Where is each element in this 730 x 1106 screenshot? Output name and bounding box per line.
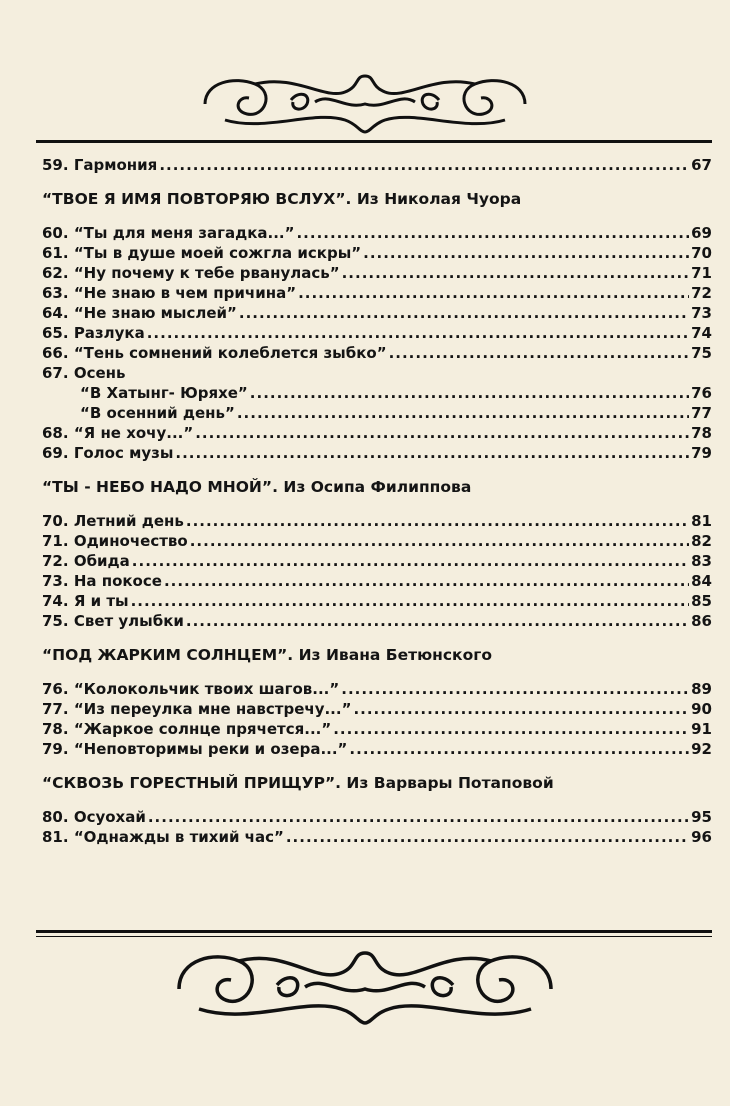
toc-entry (42, 323, 712, 343)
toc-entry (42, 807, 712, 827)
entry-page: 85 (691, 592, 712, 610)
entry-page: 73 (691, 304, 712, 322)
entry-number: 67. (42, 364, 69, 382)
dot-leader (195, 423, 689, 443)
entry-number: 81. (42, 828, 69, 846)
entry-number: 60. (42, 224, 69, 242)
top-ornament (0, 70, 730, 138)
entry-number: 68. (42, 424, 69, 442)
top-rule (36, 140, 712, 143)
dot-leader (147, 323, 689, 343)
entry-page: 79 (691, 444, 712, 462)
dot-leader (186, 611, 689, 631)
toc-entry (42, 223, 712, 243)
entry-page: 86 (691, 612, 712, 630)
entry-page: 76 (691, 384, 712, 402)
entry-title: “Жаркое солнце прячется...” (73, 720, 332, 738)
dot-leader (175, 443, 689, 463)
entry-number: 72. (42, 552, 69, 570)
toc-entry (42, 739, 712, 759)
entry-title: “Неповторимы реки и озера...” (73, 740, 348, 758)
entry-page: 75 (691, 344, 712, 362)
entry-title: Осуохай (73, 808, 146, 826)
toc-entry (42, 263, 712, 283)
entry-number: 76. (42, 680, 69, 698)
toc-entry (42, 719, 712, 739)
entry-number: 69. (42, 444, 69, 462)
entry-number: 62. (42, 264, 69, 282)
entry-title: “Ты в душе моей сожгла искры” (73, 244, 362, 262)
entry-title: “В Хатынг- Юряхе” (80, 384, 248, 402)
dot-leader (298, 283, 689, 303)
entry-title: “Ну почему к тебе рванулась” (73, 264, 340, 282)
toc-section (42, 645, 712, 759)
toc-entry (42, 679, 712, 699)
toc-entry (42, 531, 712, 551)
entry-page: 72 (691, 284, 712, 302)
entry-page: 89 (691, 680, 712, 698)
entry-page: 74 (691, 324, 712, 342)
dot-leader (342, 263, 690, 283)
dot-leader (250, 383, 689, 403)
entry-title: Голос музы (73, 444, 174, 462)
toc-section (42, 477, 712, 631)
dot-leader (353, 699, 689, 719)
entry-page: 71 (691, 264, 712, 282)
entry-number: 75. (42, 612, 69, 630)
dot-leader (164, 571, 689, 591)
entry-number: 63. (42, 284, 69, 302)
entry-page: 82 (691, 532, 712, 550)
entry-number: 70. (42, 512, 69, 530)
entry-number: 77. (42, 700, 69, 718)
toc-entry (42, 591, 712, 611)
toc-entry (42, 827, 712, 847)
dot-leader (389, 343, 690, 363)
entry-page: 70 (691, 244, 712, 262)
entry-number: 78. (42, 720, 69, 738)
bottom-rule-thin (36, 936, 712, 937)
entry-page: 81 (691, 512, 712, 530)
dot-leader (286, 827, 689, 847)
entry-title: “Однажды в тихий час” (73, 828, 284, 846)
entry-number: 73. (42, 572, 69, 590)
dot-leader (296, 223, 689, 243)
entry-title: Обида (73, 552, 130, 570)
dot-leader (190, 531, 689, 551)
entry-title: Одиночество (73, 532, 188, 550)
toc-entry (42, 243, 712, 263)
entry-title: Разлука (73, 324, 145, 342)
dot-leader (349, 739, 689, 759)
entry-number: 71. (42, 532, 69, 550)
entry-title: Гармония (73, 156, 158, 174)
entry-title: “Я не хочу...” (73, 424, 194, 442)
entry-title: “Не знаю мыслей” (73, 304, 237, 322)
entry-number: 61. (42, 244, 69, 262)
dot-leader (132, 551, 689, 571)
toc-entry (42, 611, 712, 631)
bottom-rule (36, 930, 712, 933)
entry-number: 59. (42, 156, 69, 174)
entry-title: “Из переулка мне навстречу...” (73, 700, 352, 718)
entry-title: “В осенний день” (80, 404, 235, 422)
toc-entry (42, 511, 712, 531)
entry-page: 91 (691, 720, 712, 738)
toc-entry (42, 363, 712, 383)
toc-section (42, 189, 712, 463)
entry-number: 80. (42, 808, 69, 826)
dot-leader (333, 719, 689, 739)
toc-entry (42, 283, 712, 303)
section-heading: “ТВОЕ Я ИМЯ ПОВТОРЯЮ ВСЛУХ”. Из Николая Чуора (42, 190, 522, 208)
entry-title: “Ты для меня загадка...” (73, 224, 295, 242)
dot-leader (186, 511, 689, 531)
toc-section (42, 155, 712, 175)
section-heading: “ТЫ - НЕБО НАДО МНОЙ”. Из Осипа Филиппова (42, 478, 472, 496)
entry-number: 64. (42, 304, 69, 322)
entry-title: Летний день (73, 512, 184, 530)
entry-number: 74. (42, 592, 69, 610)
dot-leader (148, 807, 689, 827)
entry-page: 90 (691, 700, 712, 718)
entry-title: Осень (73, 364, 126, 382)
dot-leader (363, 243, 689, 263)
entry-number: 65. (42, 324, 69, 342)
entry-page: 95 (691, 808, 712, 826)
toc-entry (42, 303, 712, 323)
entry-title: “Колокольчик твоих шагов...” (73, 680, 340, 698)
dot-leader (341, 679, 689, 699)
dot-leader (239, 303, 689, 323)
table-of-contents (42, 155, 712, 847)
entry-page: 96 (691, 828, 712, 846)
entry-page: 84 (691, 572, 712, 590)
entry-title: На покосе (73, 572, 162, 590)
toc-entry (42, 343, 712, 363)
entry-page: 83 (691, 552, 712, 570)
entry-page: 78 (691, 424, 712, 442)
entry-number: 79. (42, 740, 69, 758)
bottom-ornament (0, 945, 730, 1031)
dot-leader (237, 403, 689, 423)
entry-page: 77 (691, 404, 712, 422)
toc-entry (42, 155, 712, 175)
section-heading: “ПОД ЖАРКИМ СОЛНЦЕМ”. Из Ивана Бетюнского (42, 646, 492, 664)
entry-title: “Тень сомнений колеблется зыбко” (73, 344, 387, 362)
toc-entry (42, 383, 712, 403)
dot-leader (131, 591, 690, 611)
toc-entry (42, 443, 712, 463)
entry-title: Свет улыбки (73, 612, 184, 630)
toc-entry (42, 571, 712, 591)
entry-page: 69 (691, 224, 712, 242)
section-heading: “СКВОЗЬ ГОРЕСТНЫЙ ПРИЩУР”. Из Варвары Потаповой (42, 774, 554, 792)
toc-section (42, 773, 712, 847)
entry-page: 67 (691, 156, 712, 174)
toc-entry (42, 699, 712, 719)
toc-entry (42, 551, 712, 571)
entry-number: 66. (42, 344, 69, 362)
toc-entry (42, 403, 712, 423)
entry-page: 92 (691, 740, 712, 758)
toc-entry (42, 423, 712, 443)
entry-title: Я и ты (73, 592, 129, 610)
entry-title: “Не знаю в чем причина” (73, 284, 297, 302)
dot-leader (159, 155, 689, 175)
